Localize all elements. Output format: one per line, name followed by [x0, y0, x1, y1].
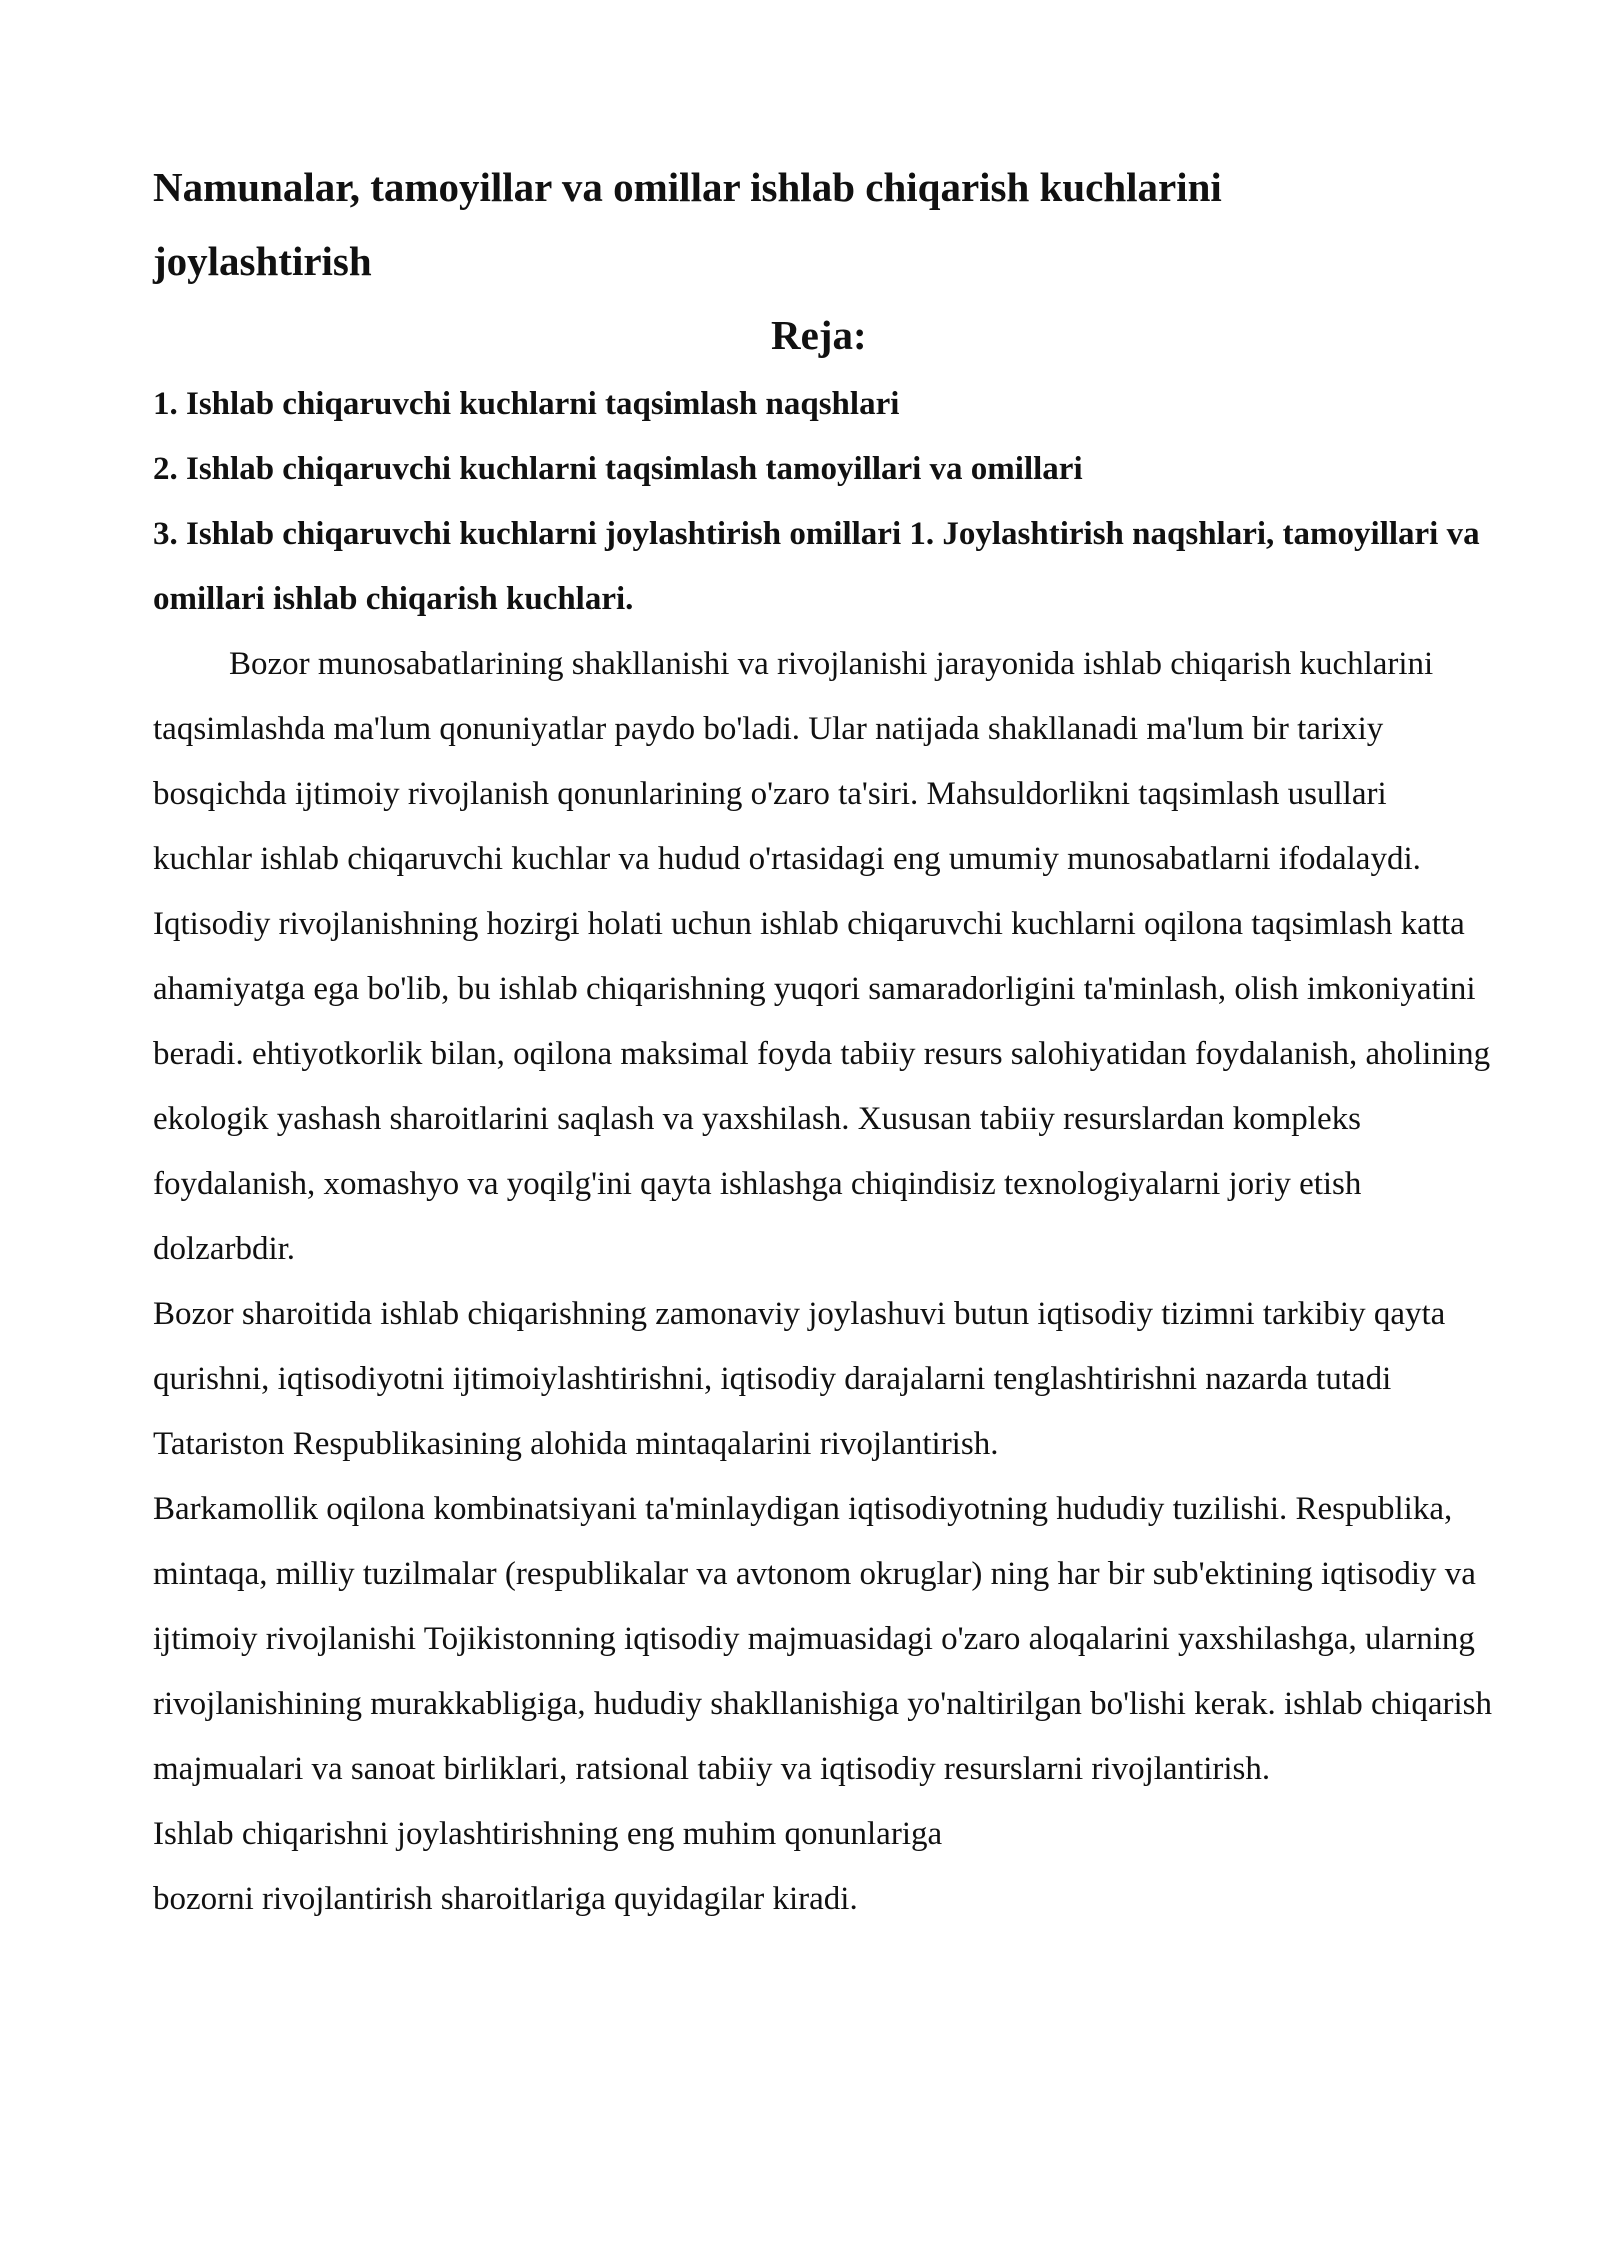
plan-item-2: 2. Ishlab chiqaruvchi kuchlarni taqsimlash tamoyillari va omillari [153, 451, 1083, 487]
paragraph-6: bozorni rivojlantirish sharoitlariga quyidagilar kiradi. [153, 1881, 858, 1917]
plan-item-1: 1. Ishlab chiqaruvchi kuchlarni taqsimlash naqshlari [153, 386, 900, 422]
document-title: Namunalar, tamoyillar va omillar ishlab chiqarish kuchlarini joylashtirish [153, 164, 1222, 284]
paragraph-3: Bozor sharoitida ishlab chiqarishning zamonaviy joylashuvi butun iqtisodiy tizimni tarkibiy qayta qurishni, iqtisodiyotni ijtimoiylashtirishni, iqtisodiy darajalarni tenglashtirishni nazarda tutadi Tatariston Respublikasining alohida mintaqalarini rivojlantirish. [153, 1296, 1446, 1462]
paragraph-5: Ishlab chiqarishni joylashtirishning eng muhim qonunlariga [153, 1816, 943, 1852]
plan-list [153, 372, 1493, 632]
plan-item-3: 3. Ishlab chiqaruvchi kuchlarni joylashtirish omillari 1. Joylashtirish naqshlari, tamoyillari va omillari ishlab chiqarish kuchlari. [153, 516, 1480, 617]
paragraph-2: Iqtisodiy rivojlanishning hozirgi holati uchun ishlab chiqaruvchi kuchlarni oqilona taqsimlash katta ahamiyatga ega bo'lib, bu ishlab chiqarishning yuqori samaradorligini ta'minlash, olish imkoniyatini beradi. ehtiyotkorlik bilan, oqilona maksimal foyda tabiiy resurs salohiyatidan foydalanish, aholining ekologik yashash sharoitlarini saqlash va yaxshilash. Xususan tabiiy resurslardan kompleks foydalanish, xomashyo va yoqilg'ini qayta ishlashga chiqindisiz texnologiyalarni joriy etish dolzarbdir. [153, 906, 1491, 1267]
paragraph-4: Barkamollik oqilona kombinatsiyani ta'minlaydigan iqtisodiyotning hududiy tuzilishi. Respublika, mintaqa, milliy tuzilmalar (respublikalar va avtonom okruglar) ning har bir sub'ektining iqtisodiy va ijtimoiy rivojlanishi Tojikistonning iqtisodiy majmuasidagi o'zaro aloqalarini yaxshilashga, ularning rivojlanishining murakkabligiga, hududiy shakllanishiga yo'naltirilgan bo'lishi kerak. ishlab chiqarish majmualari va sanoat birliklari, ratsional tabiiy va iqtisodiy resurslarni rivojlantirish. [153, 1491, 1492, 1787]
paragraph-1: Bozor munosabatlarining shakllanishi va rivojlanishi jarayonida ishlab chiqarish kuchlarini taqsimlashda ma'lum qonuniyatlar paydo bo'ladi. Ular natijada shakllanadi ma'lum bir tarixiy bosqichda ijtimoiy rivojlanish qonunlarining o'zaro ta'siri. Mahsuldorlikni taqsimlash usullari kuchlar ishlab chiqaruvchi kuchlar va hudud o'rtasidagi eng umumiy munosabatlarni ifodalaydi. [153, 646, 1434, 877]
document-page [153, 150, 1493, 1932]
plan-heading: Reja: [771, 312, 867, 358]
